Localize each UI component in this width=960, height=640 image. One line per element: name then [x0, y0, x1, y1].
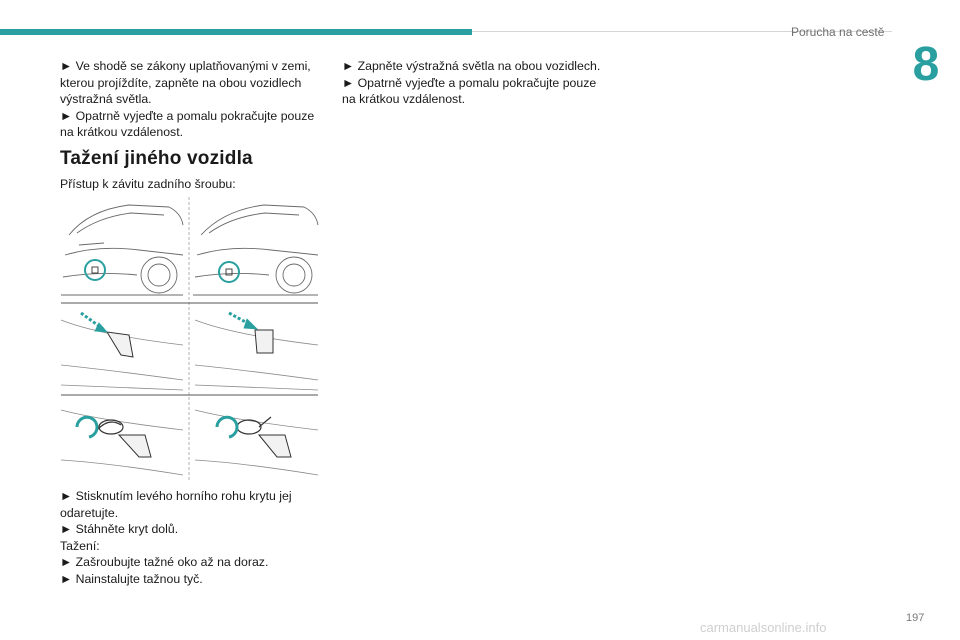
step-line: ► Nainstalujte tažnou tyč.	[60, 571, 203, 586]
towing-eye-illustration	[59, 195, 320, 482]
intro-text	[60, 58, 320, 141]
header-accent-bar	[0, 29, 472, 35]
car-rear-view-left	[61, 205, 183, 295]
step-line: ► Zašroubujte tažné oko až na doraz.	[60, 555, 269, 570]
step-line: Tažení:	[60, 538, 100, 553]
steps-text	[60, 488, 320, 588]
page-number: 197	[906, 612, 925, 624]
right-line: ► Zapněte výstražná světla na obou vozidlech.	[342, 59, 601, 73]
car-rear-view-right	[193, 205, 318, 295]
cover-remove-step	[195, 313, 318, 390]
access-note: Přístup k závitu zadního šroubu:	[60, 177, 236, 191]
right-column-text	[342, 58, 607, 108]
chapter-number: 8	[912, 38, 940, 91]
watermark: carmanualsonline.info	[700, 620, 827, 635]
towing-eye-installed-step	[195, 410, 318, 475]
section-title: Porucha na cestě	[791, 25, 885, 39]
cover-release-step	[61, 313, 183, 390]
towing-eye-screw-step	[61, 410, 183, 475]
right-line: ► Opatrně vyjeďte a pomalu pokračujte pouze na krátkou vzdálenost.	[342, 75, 597, 107]
chapter-tab	[892, 29, 960, 99]
intro-line: ► Opatrně vyjeďte a pomalu pokračujte pouze na krátkou vzdálenost.	[60, 108, 315, 140]
step-line: ► Stáhněte kryt dolů.	[60, 522, 179, 537]
step-line: ► Stisknutím levého horního rohu krytu jej odaretujte.	[60, 489, 292, 520]
intro-line: ► Ve shodě se zákony uplatňovanými v zemi, kterou projíždíte, zapněte na obou vozidlech výstražná světla.	[60, 59, 311, 107]
section-heading: Tažení jiného vozidla	[60, 148, 253, 169]
